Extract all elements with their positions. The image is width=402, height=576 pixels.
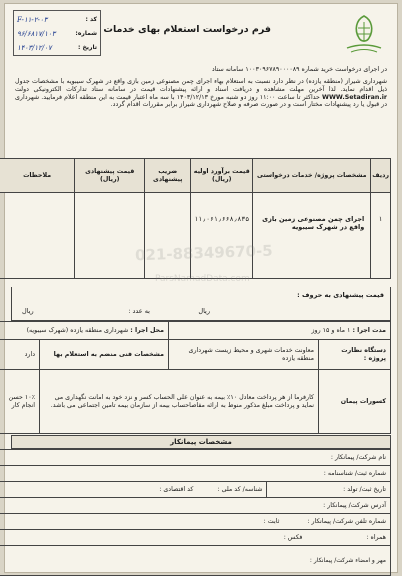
date-label: تاریخ : (77, 44, 97, 52)
mobile-field[interactable]: همراه : (366, 533, 386, 541)
price-words-label: قیمت پیشنهادی به حروف : (297, 291, 384, 299)
intro-line-2 (15, 78, 387, 109)
fixed-phone-field[interactable]: ثابت : (263, 517, 280, 525)
good-performance-text: ۱۰٪ حسن انجام کار (0, 370, 40, 434)
deduction-row (0, 370, 391, 434)
supervisor-label: دستگاه نظارت پروژه : (319, 340, 391, 370)
col-description: مشخصات پروژه/ خدمات درخواستی (253, 159, 371, 193)
document-sheet (4, 3, 398, 573)
intro-body: شهرداری شیراز (منطقه یازده) در نظر دارد نسبت به استعلام بهاء اجرای چمن مصنوعی زمین بازی واقع در شهرک سیبویه با مشخصات جدول ذیل اقدام نماید. لذا آخرین مهلت مشاهده و دریافت اسناد و ارائه پیشنهادات قیمت در سامانه ستاد تدارکات الکترونیکی دولت (15, 77, 387, 93)
location-value: شهرداری منطقه یازده (شهرک سیبویه) (26, 326, 129, 334)
location-label: محل اجرا : (130, 326, 164, 334)
mobile-fax-cell (0, 530, 391, 546)
row-offer-field[interactable] (75, 193, 145, 279)
col-estimate: قیمت برآورد اولیه (ریال) (191, 159, 253, 193)
company-name-field[interactable]: نام شرکت/ پیمانکار : (0, 450, 391, 466)
supervisor-row (0, 340, 391, 370)
location-cell (0, 322, 169, 340)
price-number-rial: ریال (22, 307, 34, 315)
code-value: F-۱۱-۲-۰۳ (17, 15, 48, 24)
number-value: ۹۶/۶۸۱۷/۱۰۳ (17, 29, 56, 38)
intro-line-1: در اجرای درخواست خرید شماره ۱۰۰۳۰۹۶۷۸۹۰۰۰۰۸۹ سامانه ستاد (211, 66, 387, 73)
duration-value: ۱ ماه و ۱۵ روز (311, 326, 351, 334)
col-coefficient: ضریب پیشنهادی (145, 159, 191, 193)
reference-box (13, 10, 101, 56)
address-field[interactable]: آدرس شرکت/ پیمانکار : (0, 498, 391, 514)
col-row: ردیف (371, 159, 391, 193)
table-row (0, 193, 391, 279)
contractor-row-1 (0, 450, 391, 466)
row-description: اجرای چمن مصنوعی زمین بازی واقع در شهرک سیبویه (253, 193, 371, 279)
contractor-row-6 (0, 530, 391, 546)
code-label: کد : (85, 16, 97, 24)
project-terms-table (0, 321, 391, 434)
phones-label: شماره تلفن شرکت/ پیمانکار : (307, 517, 386, 525)
tech-spec-label: مشخصات فنی منضم به استعلام بها (40, 340, 169, 370)
price-in-words-section (11, 287, 391, 321)
form-title: فرم درخواست استعلام بهای خدمات (103, 24, 271, 35)
row-coefficient-field[interactable] (145, 193, 191, 279)
contractor-row-3 (0, 482, 391, 498)
watermark-site: ParsNamadData.com (155, 274, 250, 284)
price-number-label: به عدد : (128, 307, 150, 315)
intro-deadline: حداکثر تا ساعت ۱۱:۰۰ روز دو شنبه مورخ ۱۴۰۳/۱۲/۱۳ با سه ماه اعتبار قیمت به این منطقه اعلام فرمایید. شهرداری در قبول یا رد پیشنهادات مختار است و در صورت صرفه و صلاح شهرداری شیراز برابر مقررات اقدام گردد. (15, 93, 387, 109)
registration-number-field[interactable]: شماره ثبت/ شناسنامه : (0, 466, 391, 482)
supervisor-value: معاونت خدمات شهری و محیط زیست شهرداری منطقه یازده (169, 340, 319, 370)
duration-label: مدت اجرا : (352, 326, 386, 334)
form-header (11, 10, 391, 58)
number-label: شماره: (75, 30, 97, 38)
col-offer-price: قیمت پیشنهادی (ریال) (75, 159, 145, 193)
phones-cell (0, 514, 391, 530)
duration-cell (169, 322, 391, 340)
price-words-rial: ریال (198, 307, 210, 315)
municipality-logo-icon (339, 12, 389, 54)
setad-website-link[interactable]: WWW.Setadiran.ir (322, 93, 387, 101)
tech-spec-value: دارد (0, 340, 40, 370)
table-header-row (0, 159, 391, 193)
national-id-field[interactable]: شناسه/ کد ملی : (217, 485, 263, 493)
row-index: ۱ (371, 193, 391, 279)
fax-field[interactable]: فکس : (283, 533, 303, 541)
contractor-row-5 (0, 514, 391, 530)
contractor-table (0, 449, 391, 576)
deduction-text: کارفرما از هر پرداخت معادل ۱۰٪ بیمه به عنوان علی الحساب کسر و نزد خود به امانت نگهداری می نماید و پرداخت مبلغ مذکور منوط به ارائه مفاصاحساب بیمه از سازمان بیمه تامین اجتماعی می باشد. (40, 370, 319, 434)
contractor-row-4 (0, 498, 391, 514)
col-notes: ملاحظات (0, 159, 75, 193)
deduction-label: کسورات پیمان (319, 370, 391, 434)
contractor-section-title: مشخصات پیمانکار (11, 435, 391, 449)
intro-text (15, 66, 387, 113)
economic-code-field[interactable]: کد اقتصادی : (159, 485, 194, 493)
contractor-row-7 (0, 546, 391, 576)
duration-row (0, 322, 391, 340)
row-notes-field[interactable] (0, 193, 75, 279)
registration-date-field[interactable]: تاریخ ثبت/ تولد : (267, 482, 391, 498)
contractor-row-2 (0, 466, 391, 482)
row-estimate: ۱۱٫۰۶۱٫۶۶۸٫۸۳۵ (191, 193, 253, 279)
watermark-phone: 021-88349670-5 (134, 241, 273, 265)
ids-cell (0, 482, 267, 498)
signature-field[interactable]: مهر و امضاء شرکت/ پیمانکار : (0, 546, 391, 576)
date-value: ۱۴۰۳/۱۲/۰۷ (17, 43, 52, 52)
